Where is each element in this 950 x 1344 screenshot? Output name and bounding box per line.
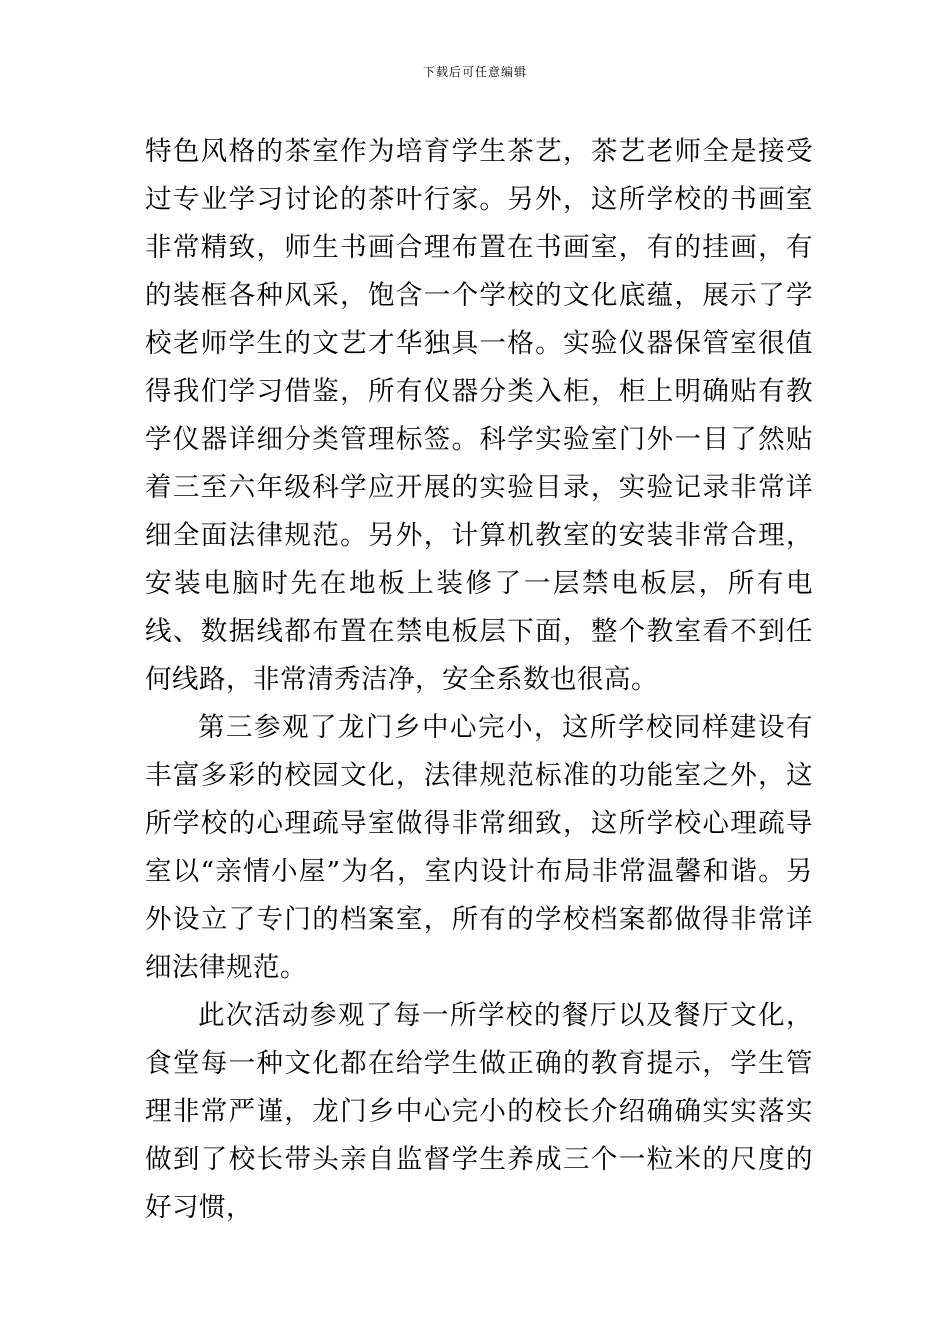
paragraph-canteen: 此次活动参观了每一所学校的餐厅以及餐厅文化，食堂每一种文化都在给学生做正确的教育提示，学生管理非常严谨，龙门乡中心完小的校长介绍确确实实落实做到了校长带头亲自监督学生养成三个一粒米的尺度的好习惯， bbox=[145, 1000, 813, 1223]
page-header: 下载后可任意编辑 bbox=[422, 65, 527, 79]
paragraph-longmen-school: 第三参观了龙门乡中心完小，这所学校同样建设有丰富多彩的校园文化，法律规范标准的功能室之外，这所学校的心理疏导室做得非常细致，这所学校心理疏导室以“亲情小屋”为名，室内设计布局非常温馨和谐。另外设立了专门的档案室，所有的学校档案都做得非常详细法律规范。 bbox=[145, 712, 813, 983]
paragraph-continued: 特色风格的茶室作为培育学生茶艺，茶艺老师全是接受过专业学习讨论的茶叶行家。另外，这所学校的书画室非常精致，师生书画合理布置在书画室，有的挂画，有的装框各种风采，饱含一个学校的文化底蕴，展示了学校老师学生的文艺才华独具一格。实验仪器保管室很值得我们学习借鉴，所有仪器分类入柜，柜上明确贴有教学仪器详细分类管理标签。科学实验室门外一目了然贴着三至六年级科学应开展的实验目录，实验记录非常详细全面法律规范。另外，计算机教室的安装非常合理，安装电脑时先在地板上装修了一层禁电板层，所有电线、数据线都布置在禁电板层下面，整个教室看不到任何线路，非常清秀洁净，安全系数也很高。 bbox=[145, 136, 813, 695]
document-body bbox=[145, 128, 813, 1232]
